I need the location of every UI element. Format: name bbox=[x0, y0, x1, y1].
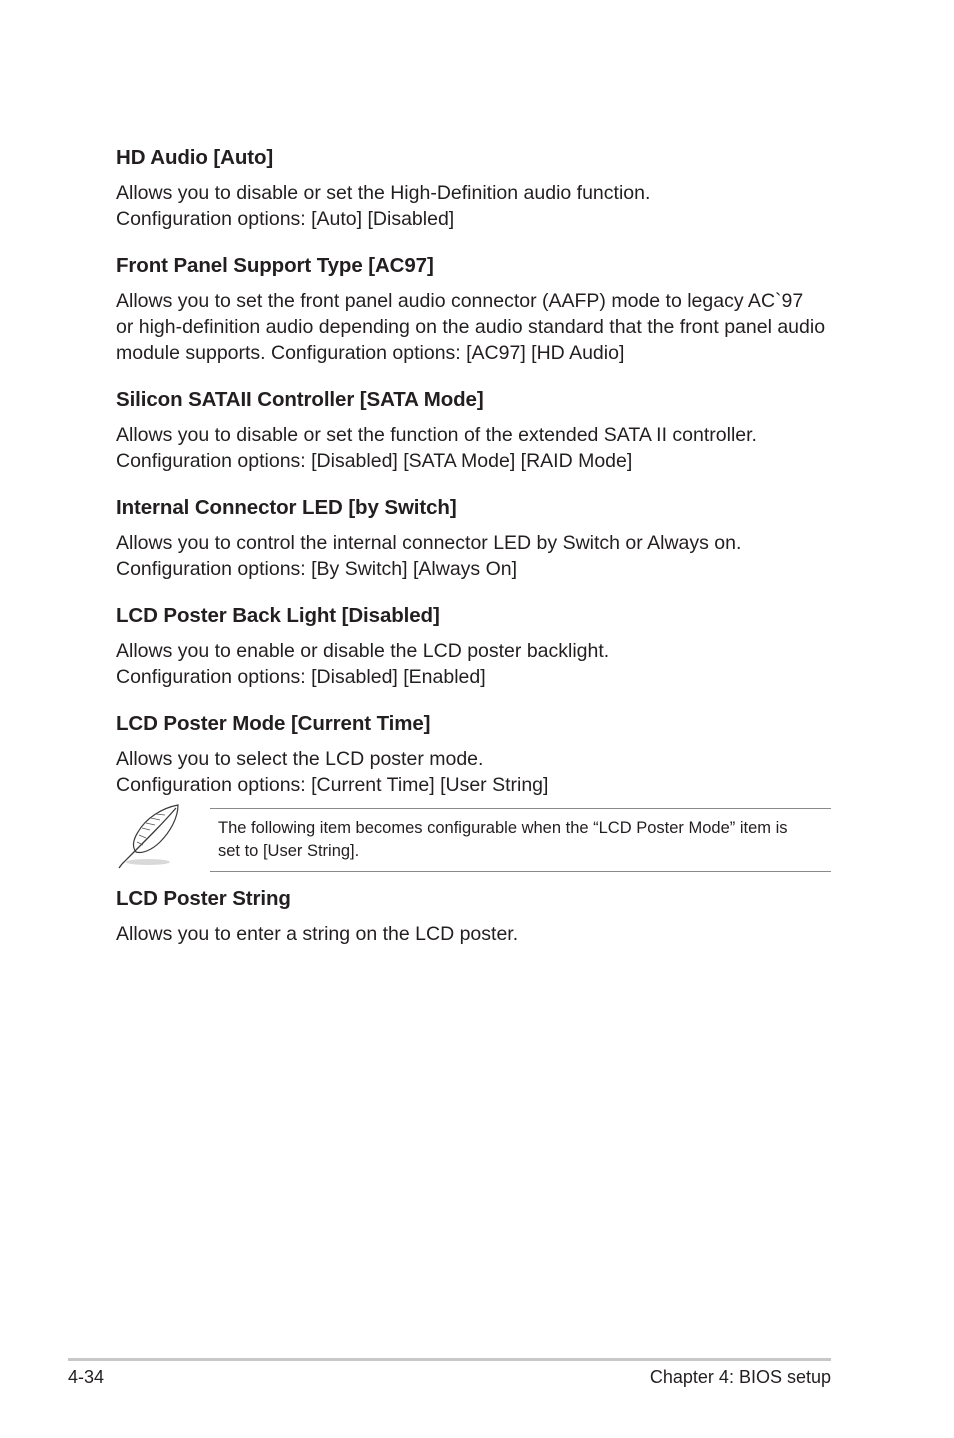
section-text-line: Configuration options: [Current Time] [User String] bbox=[116, 774, 549, 796]
section-text-line: Configuration options: [By Switch] [Always On] bbox=[116, 558, 518, 580]
note-text-line: The following item becomes configurable when the “LCD Poster Mode” item is bbox=[218, 819, 788, 837]
section-heading: Silicon SATAII Controller [SATA Mode] bbox=[116, 388, 484, 411]
section-text-line: Allows you to select the LCD poster mode. bbox=[116, 748, 484, 770]
section-text-line: Allows you to enable or disable the LCD poster backlight. bbox=[116, 640, 610, 662]
section-body bbox=[116, 180, 836, 232]
section-text-line: module supports. Configuration options: [AC97] [HD Audio] bbox=[116, 342, 625, 364]
section-text-line: Allows you to set the front panel audio connector (AAFP) mode to legacy AC`97 bbox=[116, 290, 804, 312]
section-lcd-poster-mode bbox=[116, 712, 836, 798]
section-text-line: Allows you to enter a string on the LCD poster. bbox=[116, 923, 519, 945]
section-heading: Internal Connector LED [by Switch] bbox=[116, 496, 457, 519]
page-number: 4-34 bbox=[68, 1367, 105, 1387]
section-internal-connector-led bbox=[116, 496, 836, 582]
section-body bbox=[116, 530, 836, 582]
note-top-divider bbox=[210, 808, 831, 809]
section-text-line: Allows you to control the internal connector LED by Switch or Always on. bbox=[116, 532, 742, 554]
section-heading: LCD Poster String bbox=[116, 887, 291, 910]
note-text-line: set to [User String]. bbox=[218, 842, 360, 860]
section-body bbox=[116, 422, 836, 474]
section-lcd-poster-back-light bbox=[116, 604, 836, 690]
section-text-line: Configuration options: [Disabled] [SATA Mode] [RAID Mode] bbox=[116, 450, 633, 472]
section-body bbox=[116, 921, 836, 947]
chapter-title: Chapter 4: BIOS setup bbox=[649, 1367, 831, 1387]
section-body bbox=[116, 638, 836, 690]
footer-divider bbox=[68, 1358, 831, 1361]
section-text-line: Configuration options: [Auto] [Disabled] bbox=[116, 208, 455, 230]
section-text-line: Allows you to disable or set the function of the extended SATA II controller. bbox=[116, 424, 757, 446]
section-text-line: Allows you to disable or set the High-Definition audio function. bbox=[116, 182, 651, 204]
section-heading: Front Panel Support Type [AC97] bbox=[116, 254, 434, 277]
section-front-panel-support-type bbox=[116, 254, 836, 366]
section-heading: HD Audio [Auto] bbox=[116, 146, 274, 169]
section-hd-audio bbox=[116, 146, 836, 232]
section-lcd-poster-string bbox=[116, 887, 836, 947]
note-text bbox=[218, 817, 828, 863]
section-body bbox=[116, 288, 836, 366]
note-callout bbox=[110, 800, 832, 874]
section-heading: LCD Poster Back Light [Disabled] bbox=[116, 604, 440, 627]
feather-quill-icon bbox=[112, 802, 186, 870]
section-text-line: or high-definition audio depending on the audio standard that the front panel audio bbox=[116, 316, 826, 338]
section-text-line: Configuration options: [Disabled] [Enabled] bbox=[116, 666, 486, 688]
section-body bbox=[116, 746, 836, 798]
section-heading: LCD Poster Mode [Current Time] bbox=[116, 712, 431, 735]
section-silicon-sataii-controller bbox=[116, 388, 836, 474]
note-bottom-divider bbox=[210, 871, 831, 872]
